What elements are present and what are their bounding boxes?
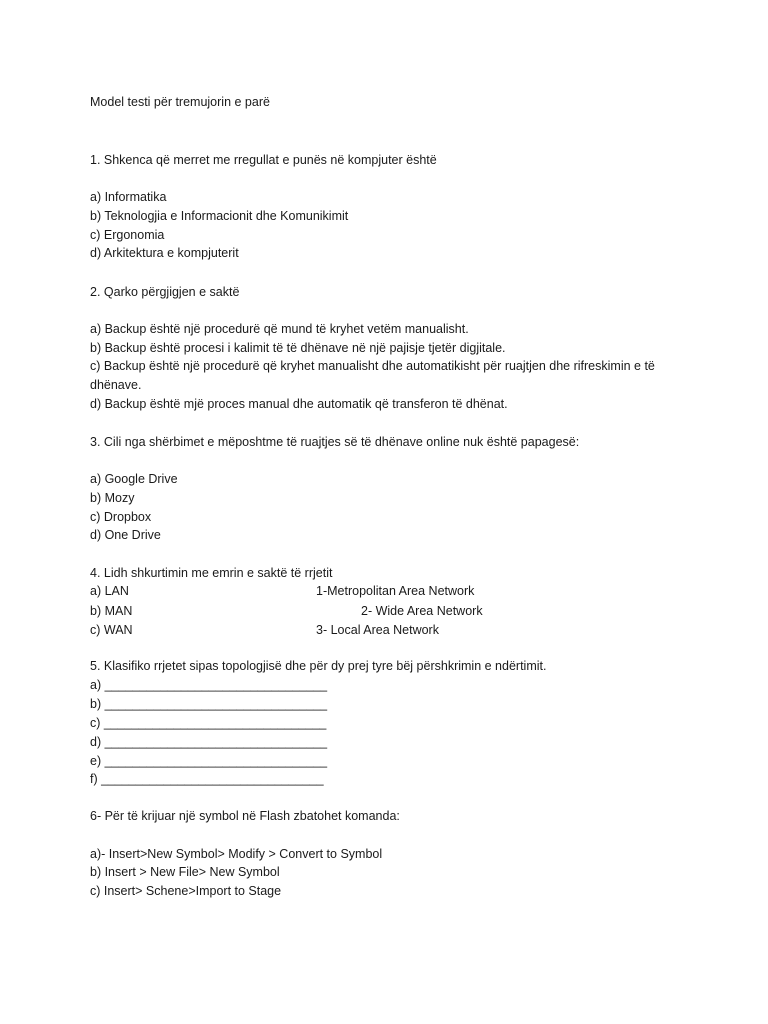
- q3-option-a: a) Google Drive: [90, 472, 178, 486]
- q4-match-2: 2- Wide Area Network: [361, 604, 483, 618]
- q1-option-b: b) Teknologjia e Informacionit dhe Komunikimit: [90, 209, 349, 223]
- q3-option-c: c) Dropbox: [90, 510, 152, 524]
- q2-option-d: d) Backup është mjë proces manual dhe automatik që transferon të dhënat.: [90, 397, 508, 411]
- q6-option-a: a)- Insert>New Symbol> Modify > Convert to Symbol: [90, 847, 383, 861]
- q5-blank-e: e) ________________________________: [90, 754, 328, 768]
- q1-option-a: a) Informatika: [90, 190, 167, 204]
- question-3: 3. Cili nga shërbimet e mëposhtme të ruajtjes së të dhënave online nuk është papagesë:: [90, 435, 580, 449]
- q3-option-d: d) One Drive: [90, 528, 161, 542]
- question-1: 1. Shkenca që merret me rregullat e punës në kompjuter është: [90, 153, 437, 167]
- document-title: Model testi për tremujorin e parë: [90, 95, 270, 109]
- q4-term-c: c) WAN: [90, 623, 133, 637]
- q5-blank-c: c) ________________________________: [90, 716, 327, 730]
- question-4: 4. Lidh shkurtimin me emrin e saktë të rrjetit: [90, 566, 333, 580]
- question-5: 5. Klasifiko rrjetet sipas topologjisë dhe për dy prej tyre bëj përshkrimin e ndërtimit.: [90, 659, 547, 673]
- q4-match-1: 1-Metropolitan Area Network: [316, 584, 475, 598]
- q6-option-b: b) Insert > New File> New Symbol: [90, 865, 280, 879]
- question-6: 6- Për të krijuar një symbol në Flash zbatohet komanda:: [90, 809, 400, 823]
- q5-blank-b: b) ________________________________: [90, 697, 328, 711]
- q4-term-a: a) LAN: [90, 584, 129, 598]
- q1-option-c: c) Ergonomia: [90, 228, 165, 242]
- q2-option-c: c) Backup është një procedurë që kryhet manualisht dhe automatikisht për ruajtjen dhe rifreskimin e të: [90, 359, 655, 373]
- q5-blank-f: f) ________________________________: [90, 772, 324, 786]
- q4-match-3: 3- Local Area Network: [316, 623, 439, 637]
- q2-option-a: a) Backup është një procedurë që mund të kryhet vetëm manualisht.: [90, 322, 469, 336]
- q5-blank-a: a) ________________________________: [90, 678, 328, 692]
- q4-term-b: b) MAN: [90, 604, 133, 618]
- q2-option-b: b) Backup është procesi i kalimit të të dhënave në një pajisje tjetër digjitale.: [90, 341, 506, 355]
- q1-option-d: d) Arkitektura e kompjuterit: [90, 246, 239, 260]
- q2-option-c-continued: dhënave.: [90, 378, 142, 392]
- q6-option-c: c) Insert> Schene>Import to Stage: [90, 884, 282, 898]
- question-2: 2. Qarko përgjigjen e saktë: [90, 285, 240, 299]
- q3-option-b: b) Mozy: [90, 491, 135, 505]
- q5-blank-d: d) ________________________________: [90, 735, 328, 749]
